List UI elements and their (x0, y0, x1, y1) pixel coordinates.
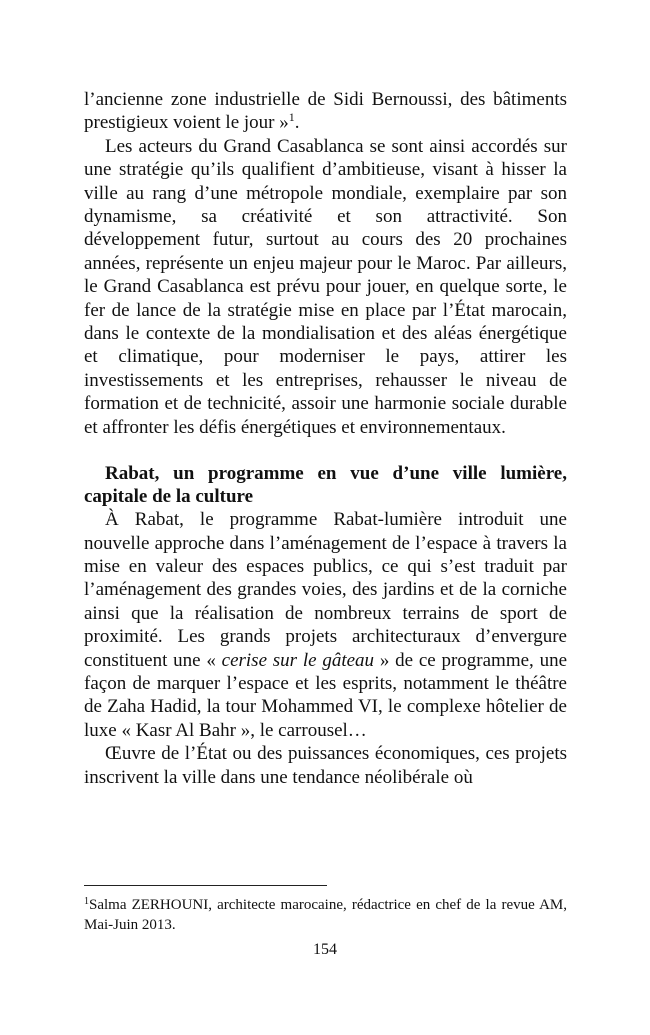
paragraph-3 (84, 508, 567, 742)
footnote-marker: 1 (84, 896, 89, 907)
paragraph-1-end: . (294, 112, 300, 134)
footnote-reference[interactable]: 1 (288, 110, 295, 125)
paragraph-3-start: À Rabat, le programme Rabat-lumière introduit une nouvelle approche dans l’aménagement de l’espace à travers la mise en valeur des espaces publics, ce qui s’est traduit par l’aménagement des grandes voies, des jardins et de la corniche ainsi que la réalisation de nombreux terrains de sport de proximité. Les grands projets architecturaux d’envergure constituent une « (84, 509, 567, 671)
page-body (84, 88, 567, 789)
paragraph-3-end: » de ce programme, une façon de marquer l’espace et les esprits, notamment le théâtre de Zaha Hadid, la tour Mohammed VI, le complexe hôtelier de luxe « Kasr Al Bahr », le carrousel… (84, 649, 568, 741)
section-heading: Rabat, un programme en vue d’une ville lumière, capitale de la culture (84, 463, 567, 507)
page-number: 154 (313, 941, 337, 958)
footnote-text: Salma ZERHOUNI, architecte marocaine, rédactrice en chef de la revue AM, Mai-Juin 2013. (84, 897, 567, 933)
paragraph-1 (84, 88, 567, 135)
footnote (84, 895, 567, 935)
paragraph-3-italic: cerise sur le gâteau (221, 649, 375, 671)
paragraph-2: Les acteurs du Grand Casablanca se sont ainsi accordés sur une stratégie qu’ils qualifient d’ambitieuse, visant à hisser la ville au rang d’une métropole mondiale, exemplaire par son dynamisme, sa créativité et son attractivité. Son développement futur, surtout au cours des 20 prochaines années, représente un enjeu majeur pour le Maroc. Par ailleurs, le Grand Casablanca est prévu pour jouer, en quelque sorte, le fer de lance de la stratégie mise en place par l’État marocain, dans le contexte de la mondialisation et des aléas énergétique et climatique, pour moderniser le pays, attirer les investissements et les entreprises, rehausser le niveau de formation et de technicité, assoir une harmonie sociale durable et affronter les défis énergétiques et environnementaux. (84, 135, 567, 438)
section-gap (84, 439, 567, 463)
footnote-divider (84, 885, 327, 886)
paragraph-1-text: l’ancienne zone industrielle de Sidi Bernoussi, des bâtiments prestigieux voient le jour » (84, 89, 567, 134)
paragraph-4: Œuvre de l’État ou des puissances économiques, ces projets inscrivent la ville dans une tendance néolibérale où (84, 743, 567, 788)
